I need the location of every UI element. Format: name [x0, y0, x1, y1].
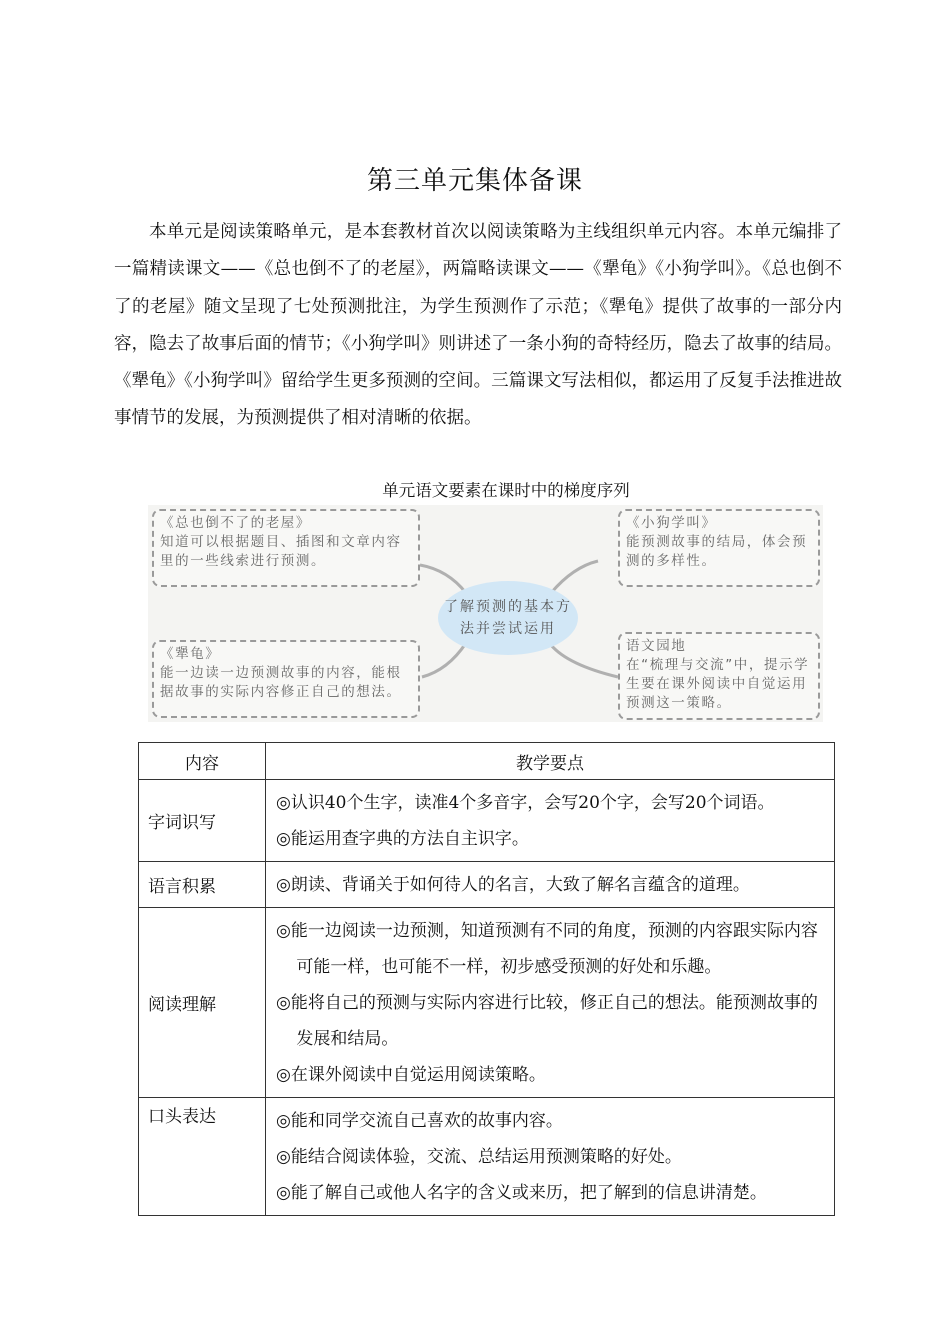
- row-points: [266, 862, 835, 908]
- table-row: [139, 862, 835, 908]
- row-category: 口头表达: [139, 1098, 266, 1216]
- table-row: [139, 908, 835, 1098]
- table-row: [139, 780, 835, 862]
- node-puppy-title: 《小狗学叫》: [626, 515, 717, 531]
- node-old-house: [152, 509, 420, 587]
- node-puppy: [618, 509, 820, 587]
- node-language-garden-title: 语文园地: [626, 638, 687, 654]
- row-points: [266, 908, 835, 1098]
- point-item: ◎能一边阅读一边预测，知道预测有不同的角度，预测的内容跟实际内容可能一样，也可能不一样，初步感受预测的好处和乐趣。: [276, 921, 818, 977]
- point-item: ◎能了解自己或他人名字的含义或来历，把了解到的信息讲清楚。: [276, 1183, 767, 1203]
- row-category: 阅读理解: [139, 908, 266, 1098]
- point-item: ◎能和同学交流自己喜欢的故事内容。: [276, 1111, 563, 1131]
- table-row: [139, 1098, 835, 1216]
- point-item: ◎朗读、背诵关于如何待人的名言，大致了解名言蕴含的道理。: [276, 875, 750, 895]
- row-points: [266, 1098, 835, 1216]
- node-language-garden: [618, 632, 820, 720]
- node-stubborn-turtle-title: 《犟龟》: [160, 646, 221, 662]
- point-item: ◎能运用查字典的方法自主识字。: [276, 829, 529, 849]
- node-puppy-body: 能预测故事的结局，体会预测的多样性。: [626, 534, 808, 569]
- row-points: [266, 780, 835, 862]
- point-item: ◎在课外阅读中自觉运用阅读策略。: [276, 1065, 546, 1085]
- page-title: 第三单元集体备课: [366, 166, 583, 196]
- intro-paragraph: 本单元是阅读策略单元，是本套教材首次以阅读策略为主线组织单元内容。本单元编排了一篇精读课文——《总也倒不了的老屋》，两篇略读课文——《犟龟》《小狗学叫》。《总也倒不了的老屋》随文呈现了七处预测批注，为学生预测作了示范；《犟龟》提供了故事的一部分内容，隐去了故事后面的情节；《小狗学叫》则讲述了一条小狗的奇特经历，隐去了故事的结局。《犟龟》《小狗学叫》留给学生更多预测的空间。三篇课文写法相似，都运用了反复手法推进故事情节的发展，为预测提供了相对清晰的依据。: [114, 222, 842, 429]
- mind-map: [148, 505, 823, 722]
- node-stubborn-turtle: [152, 640, 420, 718]
- row-category: 语言积累: [139, 862, 266, 908]
- header-content: 内容: [139, 743, 266, 780]
- node-stubborn-turtle-body: 能一边读一边预测故事的内容，能根据故事的实际内容修正自己的想法。: [160, 665, 402, 700]
- header-points: 教学要点: [266, 743, 835, 780]
- node-language-garden-body: 在“梳理与交流”中，提示学生要在课外阅读中自觉运用预测这一策略。: [626, 657, 810, 711]
- point-item: ◎认识40个生字，读准4个多音字，会写20个字，会写20个词语。: [276, 793, 775, 813]
- table-header-row: [139, 743, 835, 780]
- diagram-caption: 单元语文要素在课时中的梯度序列: [382, 481, 630, 500]
- point-item: ◎能结合阅读体验，交流、总结运用预测策略的好处。: [276, 1147, 682, 1167]
- node-center: 了解预测的基本方法并尝试运用: [438, 581, 578, 655]
- node-old-house-title: 《总也倒不了的老屋》: [160, 515, 311, 531]
- node-old-house-body: 知道可以根据题目、插图和文章内容里的一些线索进行预测。: [160, 534, 402, 569]
- teaching-points-table: [138, 742, 835, 1216]
- row-category: 字词识写: [139, 780, 266, 862]
- point-item: ◎能将自己的预测与实际内容进行比较，修正自己的想法。能预测故事的发展和结局。: [276, 993, 818, 1049]
